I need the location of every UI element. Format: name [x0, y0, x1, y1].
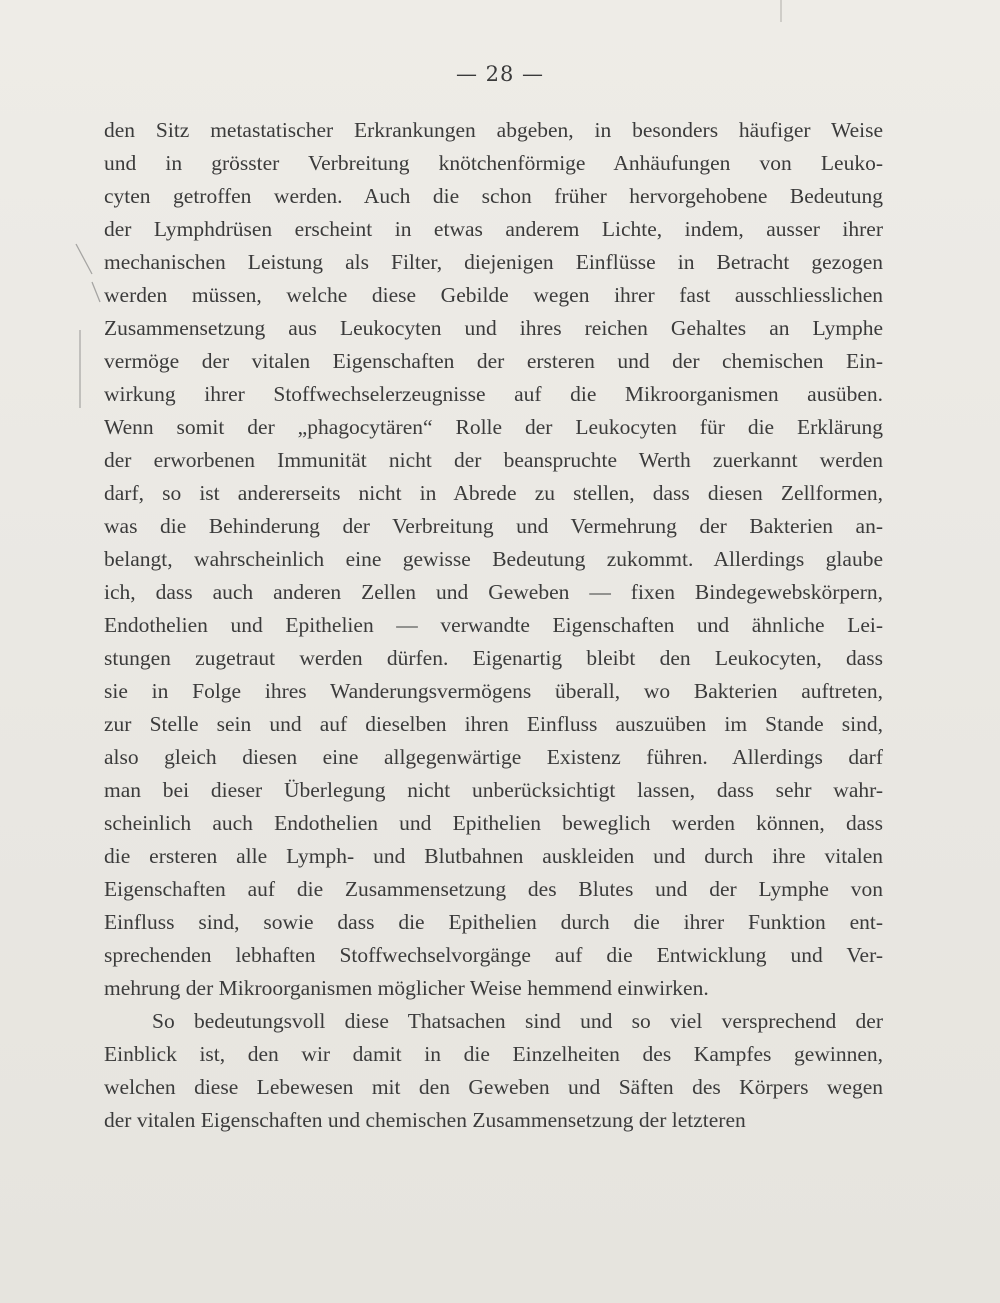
- scan-edge-mark: [780, 0, 782, 22]
- text-line: der Lymphdrüsen erscheint in etwas anderem Lichte, indem, ausser ihrer: [104, 217, 883, 241]
- text-line: Zusammensetzung aus Leukocyten und ihres reichen Gehaltes an Lymphe: [104, 316, 883, 340]
- text-line: welchen diese Lebewesen mit den Geweben und Säften des Körpers wegen: [104, 1075, 883, 1099]
- text-line: Endothelien und Epithelien — verwandte Eigenschaften und ähnliche Lei-: [104, 613, 883, 637]
- text-line: man bei dieser Überlegung nicht unberücksichtigt lassen, dass sehr wahr-: [104, 778, 883, 802]
- margin-mark-slash-1: [76, 244, 92, 274]
- text-line: zur Stelle sein und auf dieselben ihren Einfluss auszuüben im Stande sind,: [104, 712, 883, 736]
- text-line: vermöge der vitalen Eigenschaften der ersteren und der chemischen Ein-: [104, 349, 883, 373]
- text-line: mehrung der Mikroorganismen möglicher Weise hemmend einwirken.: [104, 976, 709, 1000]
- text-line: was die Behinderung der Verbreitung und Vermehrung der Bakterien an-: [104, 514, 883, 538]
- text-line: sie in Folge ihres Wanderungsvermögens überall, wo Bakterien auftreten,: [104, 679, 883, 703]
- text-line: darf, so ist andererseits nicht in Abrede zu stellen, dass diesen Zellformen,: [104, 481, 883, 505]
- text-line: belangt, wahrscheinlich eine gewisse Bedeutung zukommt. Allerdings glaube: [104, 547, 883, 571]
- text-line: scheinlich auch Endothelien und Epithelien beweglich werden können, dass: [104, 811, 883, 835]
- text-line: wirkung ihrer Stoffwechselerzeugnisse auf die Mikroorganismen ausüben.: [104, 382, 883, 406]
- text-line: Wenn somit der „phagocytären“ Rolle der Leukocyten für die Erklärung: [104, 415, 883, 439]
- text-line: die ersteren alle Lymph- und Blutbahnen auskleiden und durch ihre vitalen: [104, 844, 883, 868]
- text-line: cyten getroffen werden. Auch die schon früher hervorgehobene Bedeutung: [104, 184, 883, 208]
- text-line: der erworbenen Immunität nicht der beanspruchte Werth zuerkannt werden: [104, 448, 883, 472]
- text-line: Einfluss sind, sowie dass die Epithelien durch die ihrer Funktion ent-: [104, 910, 883, 934]
- text-line: Eigenschaften auf die Zusammensetzung des Blutes und der Lymphe von: [104, 877, 883, 901]
- text-line: mechanischen Leistung als Filter, diejenigen Einflüsse in Betracht gezogen: [104, 250, 883, 274]
- text-line: Einblick ist, den wir damit in die Einzelheiten des Kampfes gewinnen,: [104, 1042, 883, 1066]
- margin-pencil-marks: [72, 240, 102, 440]
- text-line: sprechenden lebhaften Stoffwechselvorgänge auf die Entwicklung und Ver-: [104, 943, 883, 967]
- text-line: der vitalen Eigenschaften und chemischen Zusammensetzung der letzteren: [104, 1108, 746, 1132]
- margin-mark-slash-2: [92, 282, 100, 302]
- text-line: den Sitz metastatischer Erkrankungen abgeben, in besonders häufiger Weise: [104, 118, 883, 142]
- body-text: [104, 114, 883, 1137]
- paragraph: [104, 114, 883, 1005]
- page-number: — 28 —: [455, 62, 545, 86]
- paragraph: [104, 1005, 883, 1137]
- text-line: also gleich diesen eine allgegenwärtige Existenz führen. Allerdings darf: [104, 745, 883, 769]
- text-line: So bedeutungsvoll diese Thatsachen sind und so viel versprechend der: [152, 1009, 883, 1033]
- text-line: stungen zugetraut werden dürfen. Eigenartig bleibt den Leukocyten, dass: [104, 646, 883, 670]
- text-line: ich, dass auch anderen Zellen und Geweben — fixen Bindegewebskörpern,: [104, 580, 883, 604]
- text-line: und in grösster Verbreitung knötchenförmige Anhäufungen von Leuko-: [104, 151, 883, 175]
- text-line: werden müssen, welche diese Gebilde wegen ihrer fast ausschliesslichen: [104, 283, 883, 307]
